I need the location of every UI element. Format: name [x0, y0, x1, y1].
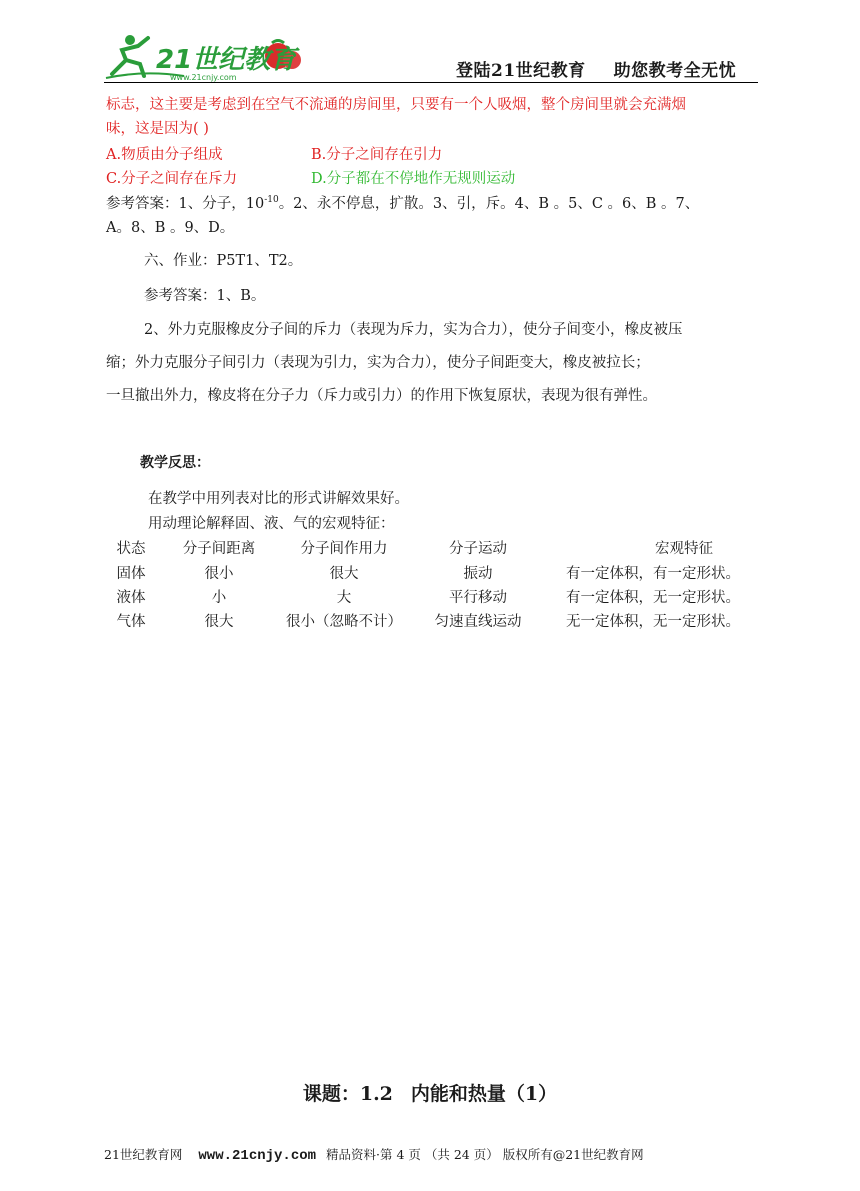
- table-cell: 平行移动: [449, 590, 507, 606]
- homework-paragraph-line-1: 2、外力克服橡皮分子间的斥力（表现为斥力，实为合力），使分子间变小，橡皮被压: [144, 322, 683, 338]
- table-cell: 匀速直线运动: [434, 614, 522, 630]
- reflection-paragraph-2: 用动理论解释固、液、气的宏观特征：: [148, 516, 395, 532]
- table-cell: 固体: [116, 566, 146, 582]
- table-cell: 很小（忽略不计）: [286, 614, 402, 630]
- site-logo: [104, 30, 304, 84]
- table-cell: 小: [211, 590, 227, 606]
- header-tagline: [456, 56, 736, 81]
- logo-url: www.21cnjy.com: [170, 73, 237, 82]
- option-a: A.物质由分子组成: [106, 147, 223, 163]
- homework-title: 六、作业：P5T1、T2。: [144, 253, 303, 269]
- reflection-heading: 教学反思：: [140, 455, 210, 471]
- table-cell: 无一定体积，无一定形状。: [566, 614, 740, 630]
- option-d: D.分子都在不停地作无规则运动: [311, 171, 516, 187]
- exponent: -10: [264, 195, 279, 205]
- question-line-1: 标志，这主要是考虑到在空气不流通的房间里，只要有一个人吸烟，整个房间里就会充满烟: [106, 97, 686, 113]
- course-title-label: 课题：1.2: [302, 1083, 393, 1105]
- table-cell: 大: [336, 590, 352, 606]
- course-title-name: 内能和热量（1）: [410, 1083, 558, 1105]
- homework-paragraph-line-2: 缩；外力克服分子间引力（表现为引力，实为合力），使分子间距变大，橡皮被拉长；: [106, 355, 650, 371]
- table-cell: 很大: [329, 566, 359, 582]
- course-title: [0, 1079, 860, 1106]
- footer-site-link[interactable]: www.21cnjy.com: [198, 1148, 317, 1164]
- table-header-cell: 状态: [116, 541, 146, 557]
- tagline-right: 助您教考全无忧: [613, 61, 737, 81]
- table-header-cell: 宏观特征: [655, 541, 713, 557]
- footer-left: 21世纪教育网: [104, 1147, 183, 1162]
- table-cell: 气体: [116, 614, 146, 630]
- table-cell: 振动: [463, 566, 493, 582]
- reflection-paragraph-1: 在教学中用列表对比的形式讲解效果好。: [148, 491, 409, 507]
- table-header-cell: 分子间距离: [182, 541, 256, 557]
- tagline-left: 登陆21世纪教育: [456, 61, 586, 81]
- homework-paragraph-line-3: 一旦撤出外力，橡皮将在分子力（斥力或引力）的作用下恢复原状，表现为很有弹性。: [106, 388, 657, 404]
- table-cell: 很小: [204, 566, 234, 582]
- table-cell: 有一定体积，无一定形状。: [566, 590, 740, 606]
- option-c: C.分子之间存在斥力: [106, 171, 238, 187]
- answers-line-2: A。8、B 。9、D。: [106, 220, 235, 236]
- homework-answer: 参考答案：1、B。: [144, 288, 266, 304]
- table-header-cell: 分子间作用力: [300, 541, 388, 557]
- answers-line-1: 参考答案：1、分子，$10^{-10}$。2、永不停息，扩散。3、引，斥。4、B 。5、C 。6、B 。7、: [106, 195, 700, 212]
- question-line-2: 味，这是因为( ): [106, 121, 209, 137]
- header-divider: [104, 82, 758, 83]
- table-cell: 液体: [116, 590, 146, 606]
- page-footer: [104, 1145, 644, 1164]
- table-header-cell: 分子运动: [449, 541, 507, 557]
- footer-right: 精品资料·第 4 页 （共 24 页） 版权所有@21世纪教育网: [326, 1147, 644, 1162]
- logo-wordmark: 21世纪教育: [156, 45, 297, 75]
- option-b: B.分子之间存在引力: [311, 147, 443, 163]
- table-cell: 有一定体积，有一定形状。: [566, 566, 740, 582]
- table-cell: 很大: [204, 614, 234, 630]
